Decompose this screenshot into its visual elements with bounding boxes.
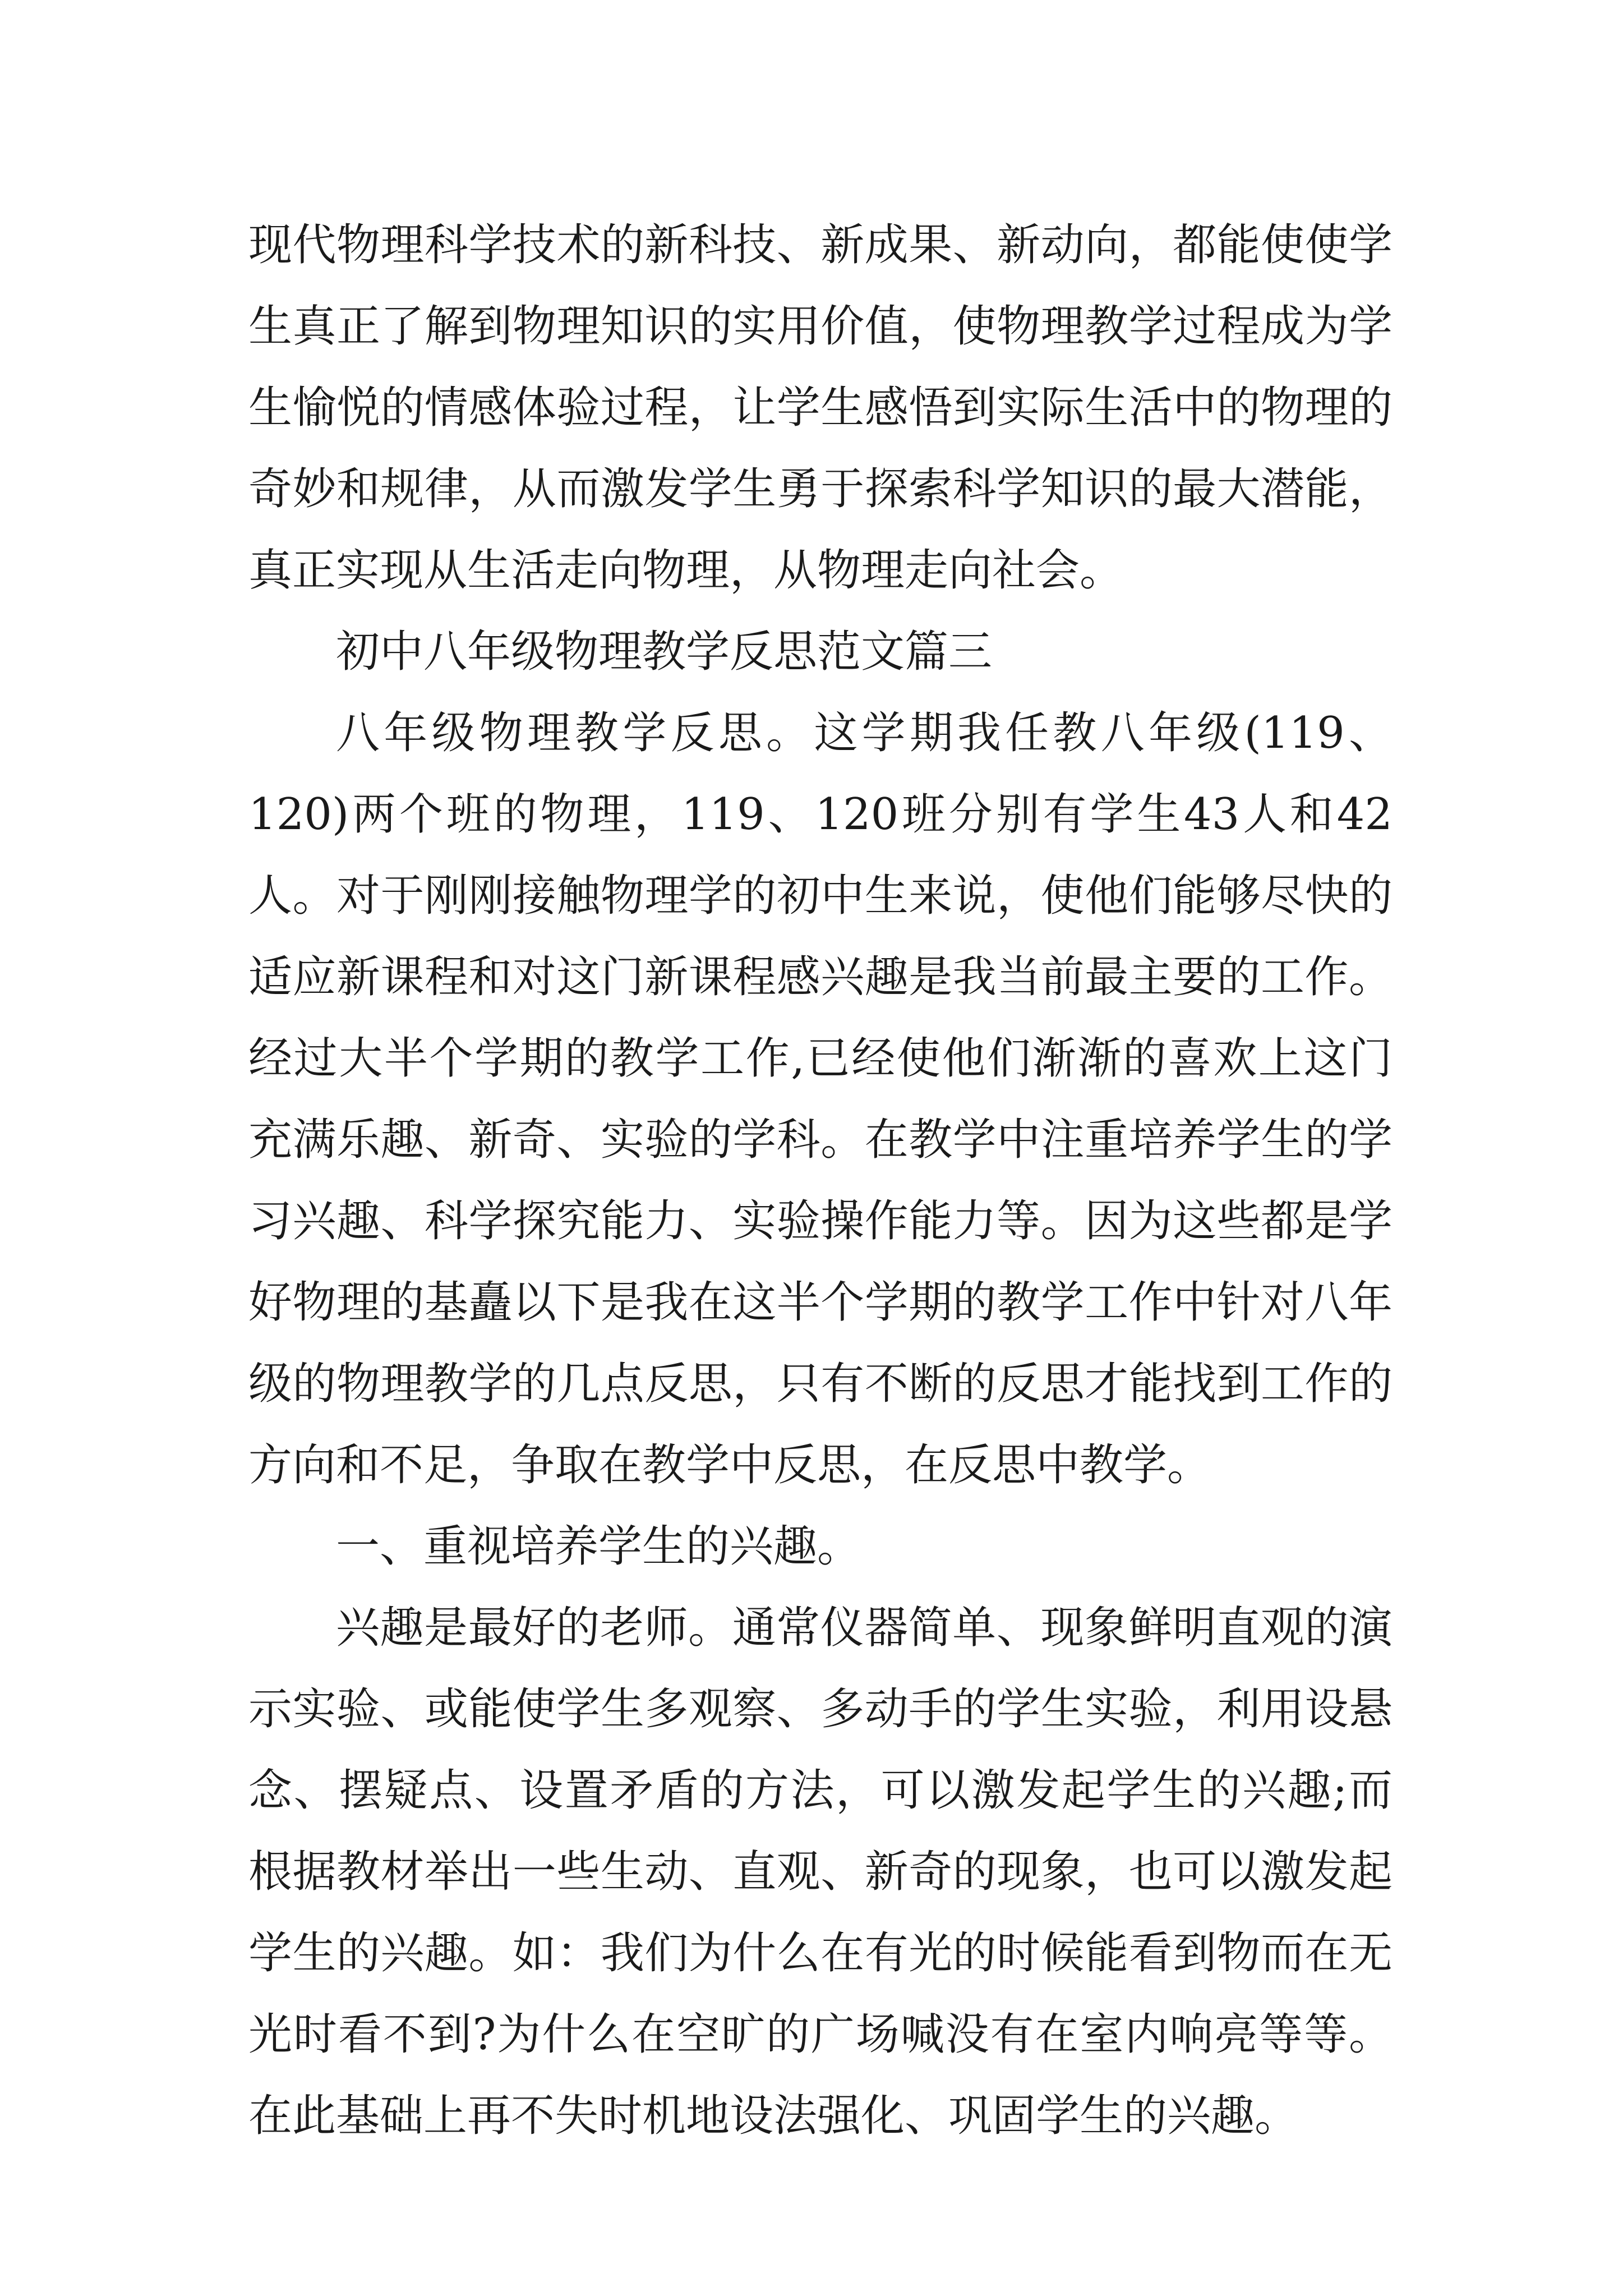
body-text: [248, 205, 1393, 2157]
subheading-interest: 一、重视培养学生的兴趣。: [336, 1521, 861, 1572]
paragraph-reflection-overview: 八年级物理教学反思。这学期我任教八年级(119、120)两个班的物理，119、120班分别有学生43人和42人。对于刚刚接触物理学的初中生来说，使他们能够尽快的适应新课程和对这门新课程感兴趣是我当前最主要的工作。经过大半个学期的教学工作,已经使他们渐渐的喜欢上这门充满乐趣、新奇、实验的学科。在教学中注重培养学生的学习兴趣、科学探究能力、实验操作能力等。因为这些都是学好物理的基矗以下是我在这半个学期的教学工作中针对八年级的物理教学的几点反思，只有不断的反思才能找到工作的方向和不足，争取在教学中反思，在反思中教学。: [248, 708, 1393, 1490]
paragraph-interest-detail: 兴趣是最好的老师。通常仪器简单、现象鲜明直观的演示实验、或能使学生多观察、多动手的学生实验，利用设悬念、摆疑点、设置矛盾的方法，可以激发起学生的兴趣;而根据教材举出一些生动、直观、新奇的现象，也可以激发起学生的兴趣。如：我们为什么在有光的时候能看到物而在无光时看不到?为什么在空旷的广场喊没有在室内响亮等等。在此基础上再不失时机地设法强化、巩固学生的兴趣。: [248, 1603, 1393, 2141]
section-heading-article-three: 初中八年级物理教学反思范文篇三: [336, 627, 993, 677]
paragraph-intro-continuation: 现代物理科学技术的新科技、新成果、新动向，都能使使学生真正了解到物理知识的实用价值，使物理教学过程成为学生愉悦的情感体验过程，让学生感悟到实际生活中的物理的奇妙和规律，从而激发学生勇于探索科学知识的最大潜能，真正实现从生活走向物理，从物理走向社会。: [248, 220, 1393, 596]
